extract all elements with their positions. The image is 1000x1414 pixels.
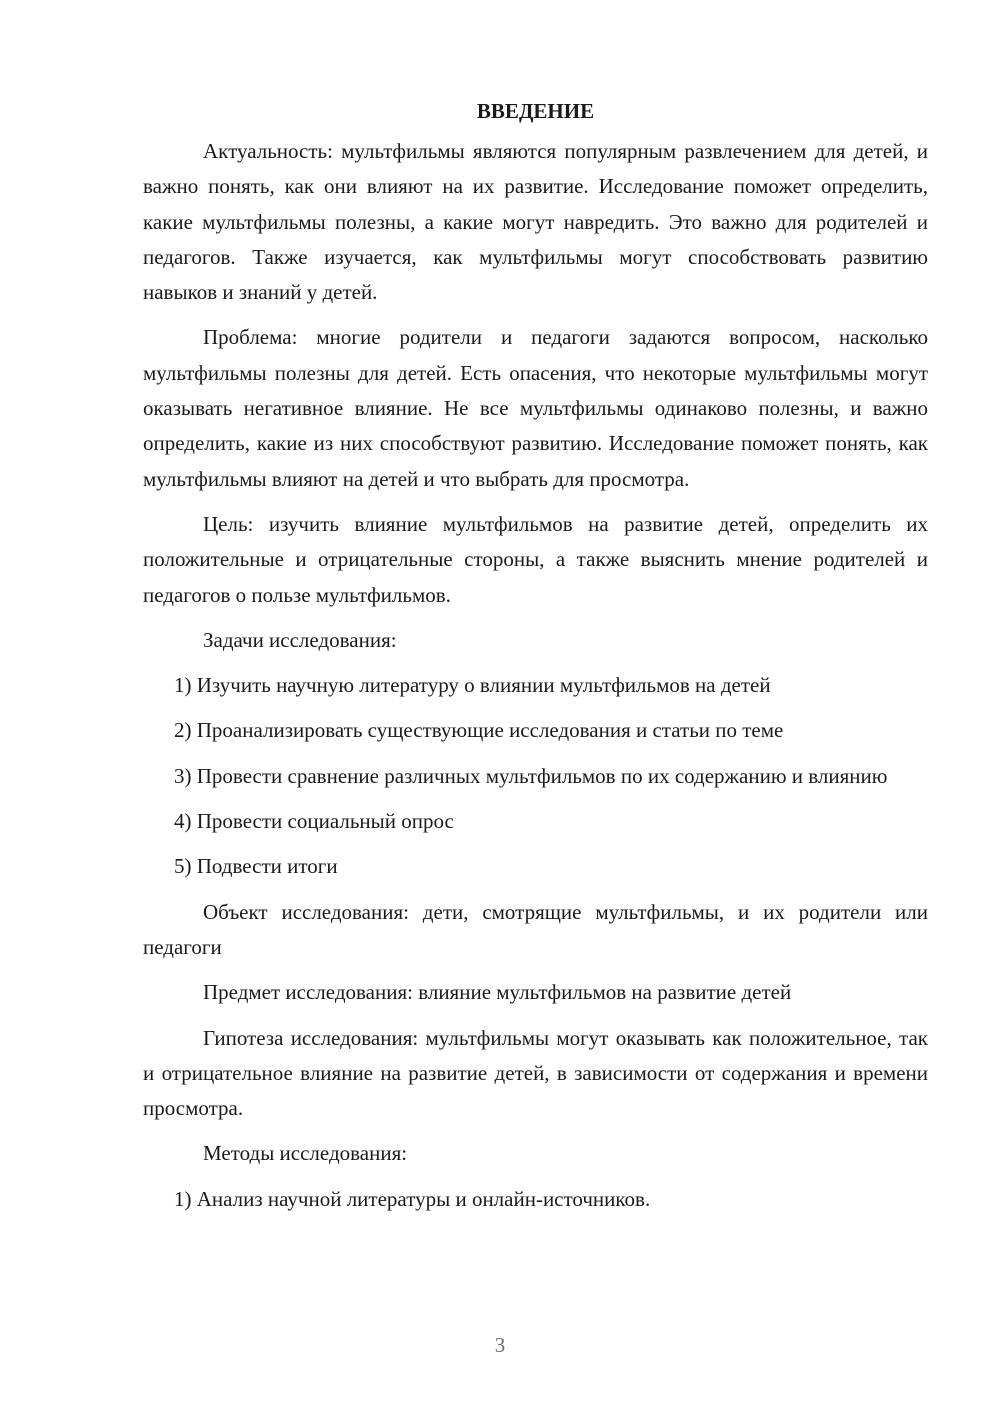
hypothesis-paragraph: Гипотеза исследования: мультфильмы могут оказывать как положительное, так и отрицательное влияние на развитие детей, в зависимости от содержания и времени просмотра. bbox=[143, 1025, 928, 1121]
method-item: 1) Анализ научной литературы и онлайн-источников. bbox=[174, 1186, 651, 1211]
relevance-paragraph: Актуальность: мультфильмы являются популярным развлечением для детей, и важно понять, как они влияют на их развитие. Исследование поможет определить, какие мультфильмы полезны, а какие могут навредить. Это важно для родителей и педагогов. Также изучается, как мультфильмы могут способствовать развитию навыков и знаний у детей. bbox=[143, 139, 928, 305]
object-paragraph: Объект исследования: дети, смотрящие мультфильмы, и их родители или педагоги bbox=[143, 899, 928, 959]
task-item: 2) Проанализировать существующие исследования и статьи по теме bbox=[174, 718, 784, 743]
problem-paragraph: Проблема: многие родители и педагоги задаются вопросом, насколько мультфильмы полезны для детей. Есть опасения, что некоторые мультфильмы могут оказывать негативное влияние. Не все мультфильмы одинаково полезны, и важно определить, какие из них способствуют развитию. Исследование поможет понять, как мультфильмы влияют на детей и что выбрать для просмотра. bbox=[143, 325, 928, 491]
page-number: 3 bbox=[494, 1333, 506, 1357]
document-page bbox=[143, 94, 928, 1227]
goal-paragraph: Цель: изучить влияние мультфильмов на развитие детей, определить их положительные и отрицательные стороны, а также выяснить мнение родителей и педагогов о пользе мультфильмов. bbox=[143, 511, 928, 607]
task-item: 4) Провести социальный опрос bbox=[174, 809, 454, 834]
methods-heading: Методы исследования: bbox=[203, 1141, 408, 1166]
task-item: 5) Подвести итоги bbox=[174, 854, 338, 879]
task-item: 3) Провести сравнение различных мультфильмов по их содержанию и влиянию bbox=[174, 763, 888, 788]
task-item: 1) Изучить научную литературу о влиянии мультфильмов на детей bbox=[174, 673, 771, 698]
section-title: ВВЕДЕНИЕ bbox=[476, 99, 595, 123]
tasks-heading: Задачи исследования: bbox=[203, 627, 397, 652]
subject-paragraph: Предмет исследования: влияние мультфильмов на развитие детей bbox=[203, 980, 792, 1005]
